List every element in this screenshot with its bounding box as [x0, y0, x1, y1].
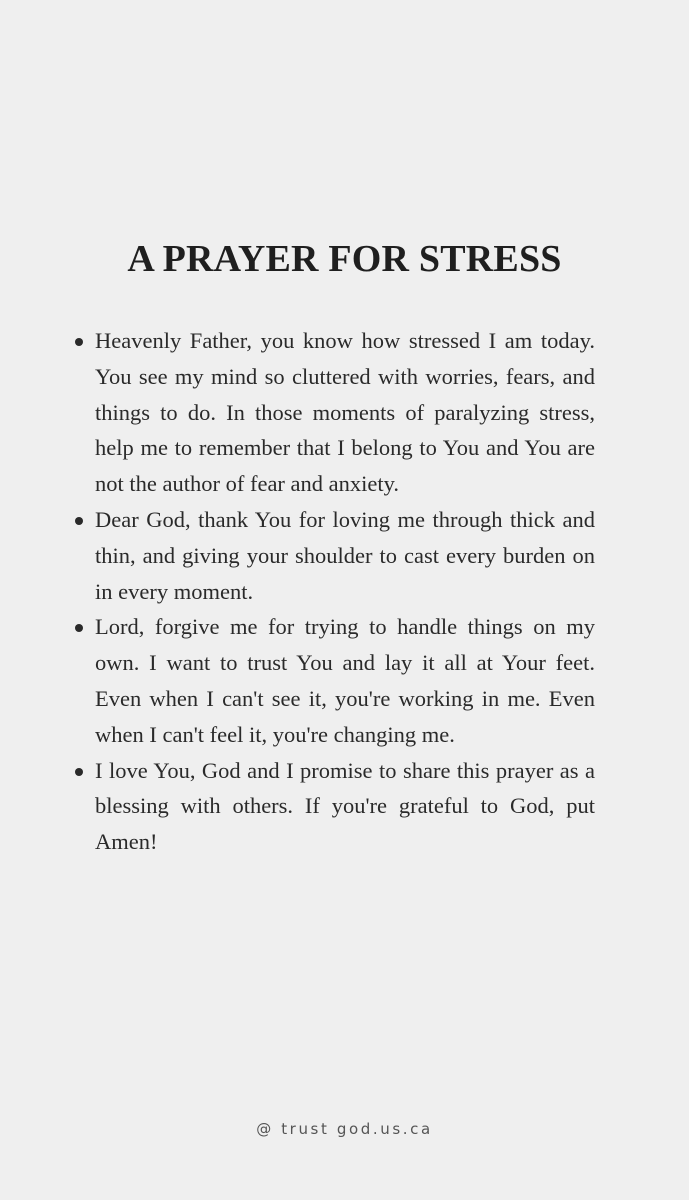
- bullet-icon: [75, 338, 83, 346]
- bullet-icon: [75, 768, 83, 776]
- bullet-icon: [75, 624, 83, 632]
- prayer-item-text: I love You, God and I promise to share this prayer as a blessing with others. If you're grateful to God, put Amen!: [95, 757, 595, 855]
- prayer-item-text: Dear God, thank You for loving me through thick and thin, and giving your shoulder to cast every burden on in every moment.: [95, 506, 595, 604]
- prayer-item: [95, 502, 595, 609]
- prayer-item: [95, 323, 595, 502]
- prayer-item: [95, 609, 595, 752]
- prayer-list: [95, 323, 595, 860]
- prayer-item-text: Heavenly Father, you know how stressed I am today. You see my mind so cluttered with worries, fears, and things to do. In those moments of paralyzing stress, help me to remember that I belong to You and You are not the author of fear and anxiety.: [95, 328, 595, 497]
- footer-handle: @ trust god.us.ca: [256, 1120, 433, 1138]
- bullet-icon: [75, 517, 83, 525]
- prayer-item-text: Lord, forgive me for trying to handle things on my own. I want to trust You and lay it all at Your feet. Even when I can't see it, you're working in me. Even when I can't feel it, you're changing me.: [95, 614, 595, 747]
- prayer-item: [95, 753, 595, 860]
- page-title: A PRAYER FOR STRESS: [127, 238, 562, 280]
